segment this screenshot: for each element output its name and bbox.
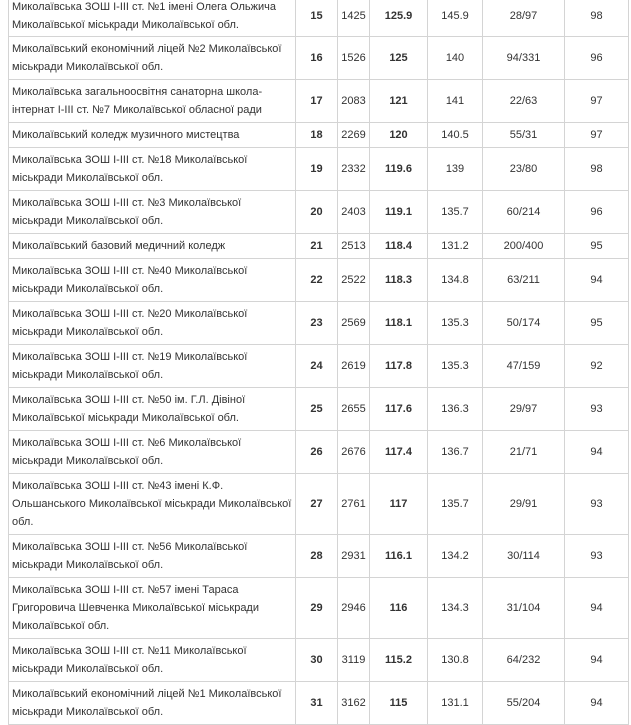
- average-score-cell: 130.8: [428, 639, 483, 682]
- place-cell: 2655: [338, 388, 370, 431]
- school-name-cell: Миколаївська ЗОШ І-ІІІ ст. №50 ім. Г.Л. Дівіної Миколаївської міськради Миколаївської обл.: [9, 388, 296, 431]
- table-row: [9, 345, 629, 388]
- place-cell: 2269: [338, 123, 370, 148]
- percent-cell: 93: [565, 474, 629, 535]
- percent-cell: 97: [565, 80, 629, 123]
- ratio-cell: 200/400: [483, 234, 565, 259]
- table-row: [9, 234, 629, 259]
- ratio-cell: 28/97: [483, 0, 565, 37]
- percent-cell: 94: [565, 578, 629, 639]
- percent-cell: 92: [565, 345, 629, 388]
- rank-cell: 15: [296, 0, 338, 37]
- score-cell: 116.1: [370, 535, 428, 578]
- table-row: [9, 191, 629, 234]
- percent-cell: 96: [565, 191, 629, 234]
- table-row: [9, 535, 629, 578]
- score-cell: 115: [370, 682, 428, 725]
- school-name-cell: Миколаївська ЗОШ І-ІІІ ст. №11 Миколаївської міськради Миколаївської обл.: [9, 639, 296, 682]
- percent-cell: 98: [565, 148, 629, 191]
- school-name-cell: Миколаївська ЗОШ І-ІІІ ст. №20 Миколаївської міськради Миколаївської обл.: [9, 302, 296, 345]
- ratio-cell: 29/91: [483, 474, 565, 535]
- average-score-cell: 140.5: [428, 123, 483, 148]
- score-cell: 118.1: [370, 302, 428, 345]
- rank-cell: 21: [296, 234, 338, 259]
- rank-cell: 25: [296, 388, 338, 431]
- percent-cell: 94: [565, 682, 629, 725]
- percent-cell: 94: [565, 639, 629, 682]
- table-row: [9, 578, 629, 639]
- average-score-cell: 131.1: [428, 682, 483, 725]
- place-cell: 2676: [338, 431, 370, 474]
- score-cell: 119.1: [370, 191, 428, 234]
- score-cell: 116: [370, 578, 428, 639]
- percent-cell: 93: [565, 535, 629, 578]
- rank-cell: 23: [296, 302, 338, 345]
- rank-cell: 27: [296, 474, 338, 535]
- ratio-cell: 50/174: [483, 302, 565, 345]
- average-score-cell: 145.9: [428, 0, 483, 37]
- ratio-cell: 23/80: [483, 148, 565, 191]
- table-row: [9, 37, 629, 80]
- school-name-cell: Миколаївська ЗОШ І-ІІІ ст. №18 Миколаївської міськради Миколаївської обл.: [9, 148, 296, 191]
- ranking-table-container: [8, 0, 628, 725]
- table-row: [9, 474, 629, 535]
- average-score-cell: 139: [428, 148, 483, 191]
- score-cell: 117.8: [370, 345, 428, 388]
- rank-cell: 19: [296, 148, 338, 191]
- table-row: [9, 148, 629, 191]
- table-row: [9, 302, 629, 345]
- school-name-cell: Миколаївська ЗОШ І-ІІІ ст. №56 Миколаївської міськради Миколаївської обл.: [9, 535, 296, 578]
- rank-cell: 30: [296, 639, 338, 682]
- percent-cell: 95: [565, 234, 629, 259]
- table-row: [9, 259, 629, 302]
- school-name-cell: Миколаївський базовий медичний коледж: [9, 234, 296, 259]
- place-cell: 2761: [338, 474, 370, 535]
- average-score-cell: 135.7: [428, 474, 483, 535]
- school-name-cell: Миколаївський коледж музичного мистецтва: [9, 123, 296, 148]
- place-cell: 2619: [338, 345, 370, 388]
- table-row: [9, 639, 629, 682]
- score-cell: 119.6: [370, 148, 428, 191]
- ratio-cell: 55/31: [483, 123, 565, 148]
- average-score-cell: 135.3: [428, 302, 483, 345]
- ratio-cell: 47/159: [483, 345, 565, 388]
- school-name-cell: Миколаївська ЗОШ І-ІІІ ст. №57 імені Тараса Григоровича Шевченка Миколаївської міськради Миколаївської обл.: [9, 578, 296, 639]
- school-name-cell: Миколаївська ЗОШ І-ІІІ ст. №43 імені К.Ф. Ольшанського Миколаївської міськради Миколаївської обл.: [9, 474, 296, 535]
- place-cell: 1526: [338, 37, 370, 80]
- place-cell: 2403: [338, 191, 370, 234]
- percent-cell: 96: [565, 37, 629, 80]
- ratio-cell: 63/211: [483, 259, 565, 302]
- school-ranking-table: [8, 0, 629, 725]
- score-cell: 118.4: [370, 234, 428, 259]
- school-name-cell: Миколаївська ЗОШ І-ІІІ ст. №3 Миколаївської міськради Миколаївської обл.: [9, 191, 296, 234]
- percent-cell: 95: [565, 302, 629, 345]
- table-row: [9, 682, 629, 725]
- place-cell: 2522: [338, 259, 370, 302]
- rank-cell: 26: [296, 431, 338, 474]
- place-cell: 2513: [338, 234, 370, 259]
- percent-cell: 93: [565, 388, 629, 431]
- score-cell: 121: [370, 80, 428, 123]
- place-cell: 3119: [338, 639, 370, 682]
- place-cell: 2083: [338, 80, 370, 123]
- table-body: [9, 0, 629, 725]
- rank-cell: 31: [296, 682, 338, 725]
- place-cell: 3162: [338, 682, 370, 725]
- school-name-cell: Миколаївська ЗОШ І-ІІІ ст. №19 Миколаївської міськради Миколаївської обл.: [9, 345, 296, 388]
- school-name-cell: Миколаївська загальноосвітня санаторна школа-інтернат І-ІІІ ст. №7 Миколаївської обласної ради: [9, 80, 296, 123]
- ratio-cell: 60/214: [483, 191, 565, 234]
- school-name-cell: Миколаївська ЗОШ І-ІІІ ст. №40 Миколаївської міськради Миколаївської обл.: [9, 259, 296, 302]
- average-score-cell: 141: [428, 80, 483, 123]
- percent-cell: 98: [565, 0, 629, 37]
- ratio-cell: 31/104: [483, 578, 565, 639]
- table-row: [9, 0, 629, 37]
- rank-cell: 22: [296, 259, 338, 302]
- rank-cell: 16: [296, 37, 338, 80]
- ratio-cell: 64/232: [483, 639, 565, 682]
- table-row: [9, 431, 629, 474]
- school-name-cell: Миколаївський економічний ліцей №1 Миколаївської міськради Миколаївської обл.: [9, 682, 296, 725]
- score-cell: 125: [370, 37, 428, 80]
- ratio-cell: 30/114: [483, 535, 565, 578]
- school-name-cell: Миколаївська ЗОШ І-ІІІ ст. №6 Миколаївської міськради Миколаївської обл.: [9, 431, 296, 474]
- rank-cell: 29: [296, 578, 338, 639]
- average-score-cell: 136.7: [428, 431, 483, 474]
- score-cell: 117.6: [370, 388, 428, 431]
- rank-cell: 17: [296, 80, 338, 123]
- place-cell: 2569: [338, 302, 370, 345]
- ratio-cell: 29/97: [483, 388, 565, 431]
- school-name-cell: Миколаївський економічний ліцей №2 Миколаївської міськради Миколаївської обл.: [9, 37, 296, 80]
- average-score-cell: 131.2: [428, 234, 483, 259]
- percent-cell: 94: [565, 431, 629, 474]
- rank-cell: 20: [296, 191, 338, 234]
- rank-cell: 28: [296, 535, 338, 578]
- score-cell: 118.3: [370, 259, 428, 302]
- average-score-cell: 134.3: [428, 578, 483, 639]
- rank-cell: 18: [296, 123, 338, 148]
- score-cell: 125.9: [370, 0, 428, 37]
- score-cell: 117.4: [370, 431, 428, 474]
- place-cell: 2946: [338, 578, 370, 639]
- score-cell: 117: [370, 474, 428, 535]
- score-cell: 115.2: [370, 639, 428, 682]
- table-row: [9, 123, 629, 148]
- score-cell: 120: [370, 123, 428, 148]
- ratio-cell: 22/63: [483, 80, 565, 123]
- percent-cell: 94: [565, 259, 629, 302]
- average-score-cell: 140: [428, 37, 483, 80]
- percent-cell: 97: [565, 123, 629, 148]
- ratio-cell: 55/204: [483, 682, 565, 725]
- place-cell: 2931: [338, 535, 370, 578]
- average-score-cell: 135.3: [428, 345, 483, 388]
- table-row: [9, 388, 629, 431]
- average-score-cell: 136.3: [428, 388, 483, 431]
- ratio-cell: 21/71: [483, 431, 565, 474]
- average-score-cell: 134.8: [428, 259, 483, 302]
- average-score-cell: 134.2: [428, 535, 483, 578]
- place-cell: 2332: [338, 148, 370, 191]
- ratio-cell: 94/331: [483, 37, 565, 80]
- place-cell: 1425: [338, 0, 370, 37]
- rank-cell: 24: [296, 345, 338, 388]
- school-name-cell: Миколаївська ЗОШ І-ІІІ ст. №1 імені Олега Ольжича Миколаївської міськради Миколаївської обл.: [9, 0, 296, 37]
- average-score-cell: 135.7: [428, 191, 483, 234]
- table-row: [9, 80, 629, 123]
